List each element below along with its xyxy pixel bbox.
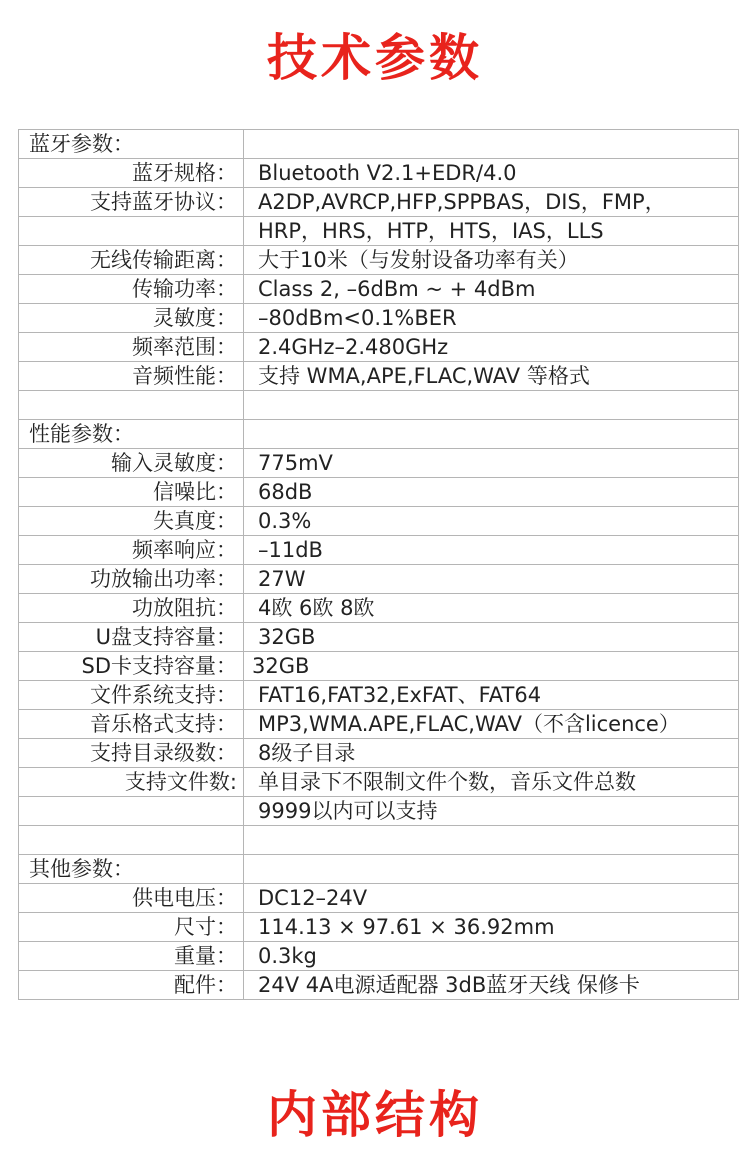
- spec-row: [19, 275, 739, 304]
- spec-value: 114.13 × 97.61 × 36.92mm: [244, 913, 739, 942]
- spec-value: 27W: [244, 565, 739, 594]
- spec-value: –80dBm<0.1%BER: [244, 304, 739, 333]
- spec-row: [19, 391, 739, 420]
- spec-label: 供电电压：: [19, 884, 244, 913]
- spec-value: [244, 420, 739, 449]
- spec-row: [19, 913, 739, 942]
- spec-value: 支持 WMA,APE,FLAC,WAV 等格式: [244, 362, 739, 391]
- spec-row: [19, 565, 739, 594]
- spec-row: [19, 246, 739, 275]
- spec-label: U盘支持容量：: [19, 623, 244, 652]
- spec-value: 4欧 6欧 8欧: [244, 594, 739, 623]
- spec-value: [244, 391, 739, 420]
- spec-value: 2.4GHz–2.480GHz: [244, 333, 739, 362]
- section-header-row: [19, 855, 739, 884]
- section-label: 其他参数：: [19, 855, 244, 884]
- spec-value: 0.3%: [244, 507, 739, 536]
- spec-value: 32GB: [244, 623, 739, 652]
- spec-value: 775mV: [244, 449, 739, 478]
- spec-label: 功放输出功率：: [19, 565, 244, 594]
- spec-value: 68dB: [244, 478, 739, 507]
- section-label: 蓝牙参数：: [19, 130, 244, 159]
- spec-row: [19, 159, 739, 188]
- spec-label: 尺寸：: [19, 913, 244, 942]
- spec-row: [19, 594, 739, 623]
- spec-row: [19, 478, 739, 507]
- spec-value: [244, 130, 739, 159]
- section-header-row: [19, 420, 739, 449]
- spec-label: 频率响应：: [19, 536, 244, 565]
- spec-value: 24V 4A电源适配器 3dB蓝牙天线 保修卡: [244, 971, 739, 1000]
- spec-value: Bluetooth V2.1+EDR/4.0: [244, 159, 739, 188]
- spec-label: 蓝牙规格：: [19, 159, 244, 188]
- spec-label: 配件：: [19, 971, 244, 1000]
- spec-value: DC12–24V: [244, 884, 739, 913]
- spec-row: [19, 623, 739, 652]
- spec-label: [19, 391, 244, 420]
- spec-row: [19, 768, 739, 797]
- spec-value: FAT16,FAT32,ExFAT、FAT64: [244, 681, 739, 710]
- spec-value: 9999以内可以支持: [244, 797, 739, 826]
- spec-row: [19, 681, 739, 710]
- spec-value: MP3,WMA.APE,FLAC,WAV（不含licence）: [244, 710, 739, 739]
- spec-label: 信噪比：: [19, 478, 244, 507]
- spec-table: [18, 129, 739, 1000]
- spec-label: 无线传输距离：: [19, 246, 244, 275]
- spec-value: 0.3kg: [244, 942, 739, 971]
- spec-label: [19, 826, 244, 855]
- spec-row: [19, 217, 739, 246]
- spec-label: [19, 217, 244, 246]
- section-header-row: [19, 130, 739, 159]
- spec-label: 音乐格式支持：: [19, 710, 244, 739]
- spec-label: 失真度：: [19, 507, 244, 536]
- spec-row: [19, 362, 739, 391]
- spec-row: [19, 884, 739, 913]
- spec-label: 频率范围：: [19, 333, 244, 362]
- spec-label: 文件系统支持：: [19, 681, 244, 710]
- spec-row: [19, 188, 739, 217]
- spec-value: –11dB: [244, 536, 739, 565]
- spec-label: 功放阻抗：: [19, 594, 244, 623]
- spec-value: A2DP,AVRCP,HFP,SPPBAS，DIS，FMP，: [244, 188, 739, 217]
- spec-label: 输入灵敏度：: [19, 449, 244, 478]
- section-label: 性能参数：: [19, 420, 244, 449]
- page-title: 技术参数: [267, 29, 483, 87]
- spec-label: 重量：: [19, 942, 244, 971]
- spec-value: 32GB: [244, 652, 739, 681]
- spec-row: [19, 739, 739, 768]
- spec-value: 大于10米（与发射设备功率有关）: [244, 246, 739, 275]
- spec-row: [19, 333, 739, 362]
- spec-row: [19, 942, 739, 971]
- spec-value: 单目录下不限制文件个数，音乐文件总数: [244, 768, 739, 797]
- spec-row: [19, 536, 739, 565]
- spec-row: [19, 971, 739, 1000]
- spec-row: [19, 826, 739, 855]
- spec-label: 支持目录级数：: [19, 739, 244, 768]
- spec-row: [19, 449, 739, 478]
- spec-row: [19, 507, 739, 536]
- spec-row: [19, 304, 739, 333]
- spec-value: 8级子目录: [244, 739, 739, 768]
- spec-label: 音频性能：: [19, 362, 244, 391]
- spec-value: [244, 855, 739, 884]
- spec-value: Class 2, –6dBm ~ + 4dBm: [244, 275, 739, 304]
- section-title-internal-structure: 内部结构: [267, 1086, 483, 1144]
- spec-value: [244, 826, 739, 855]
- spec-label: 支持文件数:: [19, 768, 244, 797]
- spec-label: 灵敏度：: [19, 304, 244, 333]
- spec-value: HRP，HRS，HTP，HTS，IAS，LLS: [244, 217, 739, 246]
- spec-label: SD卡支持容量：: [19, 652, 244, 681]
- spec-row: [19, 797, 739, 826]
- spec-label: 支持蓝牙协议：: [19, 188, 244, 217]
- spec-label: [19, 797, 244, 826]
- spec-row: [19, 652, 739, 681]
- spec-row: [19, 710, 739, 739]
- spec-label: 传输功率：: [19, 275, 244, 304]
